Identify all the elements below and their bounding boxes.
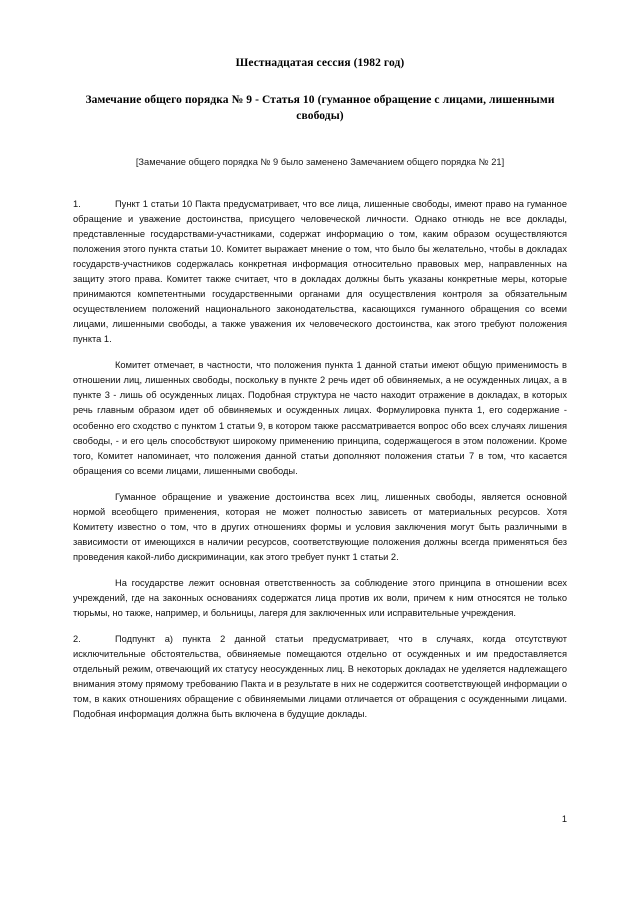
paragraph-3: Гуманное обращение и уважение достоинства всех лиц, лишенных свободы, является основной нормой всеобщего применения, которая не может полностью зависеть от материальных ресурсов. Хотя Комитету известно о том, что в других отношениях формы и условия заключения могут быть различными в зависимости от имеющихся в наличии ресурсов, соответствующие положения должны всегда применяться без проведения какой-либо дискриминации, как этого требует пункт 1 статьи 2. bbox=[73, 491, 567, 562]
paragraph-text: Подпункт а) пункта 2 данной статьи предусматривает, что в случаях, когда отсутствуют исключительные обстоятельства, обвиняемые помещаются отдельно от осужденных и им предоставляется отдельный режим, отвечающий их статусу неосужденных лиц. В некоторых докладах не уделяется надлежащего внимания этому прямому требованию Пакта и в результате в них не содержится соответствующей информации о том, в каких отношениях обращение с обвиняемыми лицами отличается от обращения с осужденными лицами. Подобная информация должна быть включена в будущие доклады. bbox=[73, 634, 567, 720]
paragraph-4: На государстве лежит основная ответственность за соблюдение этого принципа в отношении всех учреждений, где на законных основаниях содержатся лица против их воли, причем к ним относятся не только тюрьмы, но также, например, и больницы, лагеря для заключенных или исправительные учреждения. bbox=[73, 577, 567, 619]
paragraph-1 bbox=[73, 197, 567, 347]
page-number: 1 bbox=[561, 814, 567, 824]
page-title: Шестнадцатая сессия (1982 год) bbox=[235, 57, 405, 69]
paragraph-2: Комитет отмечает, в частности, что положения пункта 1 данной статьи имеют общую применимость в отношении лиц, лишенных свободы, поскольку в пункте 2 речь идет об обвиняемых, а не осужденных лицах, а в пункте 3 - лишь об осужденных лицах. Подобная структура не часто находит отражение в докладах, в которых речь главным образом идет об обвиняемых и осужденных лицах. Формулировка пункта 1, его содержание - особенно его сходство с пунктом 1 статьи 9, в котором также рассматривается вопрос обо всех случаях лишения свободы, - и его цель способствуют широкому применению принципа, содержащегося в этом положении. Кроме того, Комитет напоминает, что положения данной статьи дополняют положения статьи 7 в том, что касается обращения со всеми лицами, лишенными свободы. bbox=[73, 360, 567, 476]
paragraph-number: 2. bbox=[73, 634, 81, 645]
body-text bbox=[73, 197, 567, 723]
paragraph-number: 1. bbox=[73, 198, 81, 209]
document-content bbox=[73, 56, 567, 722]
paragraph-text: Пункт 1 статьи 10 Пакта предусматривает, что все лица, лишенные свободы, имеют право на гуманное обращение и уважение достоинства, присущего человеческой личности. Однако отнюдь не все доклады, представленные государствами-участниками, содержат информацию о том, каким образом осуществляются положения этого пункта статьи 10. Комитет выражает мнение о том, что было бы желательно, чтобы в докладах государств-участников содержалась конкретная информация относительно правовых мер, направленных на защиту этого права. Комитет также считает, что в докладах должны быть указаны конкретные меры, которые принимаются компетентными государственными органами для осуществления контроля за обязательным осуществлением положений национального законодательства, касающихся гуманного обращения со всеми лицами, лишенными свободы, а также уважения их человеческого достоинства, как этого требуют положения пункта 1. bbox=[73, 198, 567, 345]
replacement-note: [Замечание общего порядка № 9 было заменено Замечанием общего порядка № 21] bbox=[135, 156, 505, 167]
paragraph-5 bbox=[73, 632, 567, 722]
document-subtitle: Замечание общего порядка № 9 - Статья 10 (гуманное обращение с лицами, лишенными свободы) bbox=[85, 93, 555, 123]
